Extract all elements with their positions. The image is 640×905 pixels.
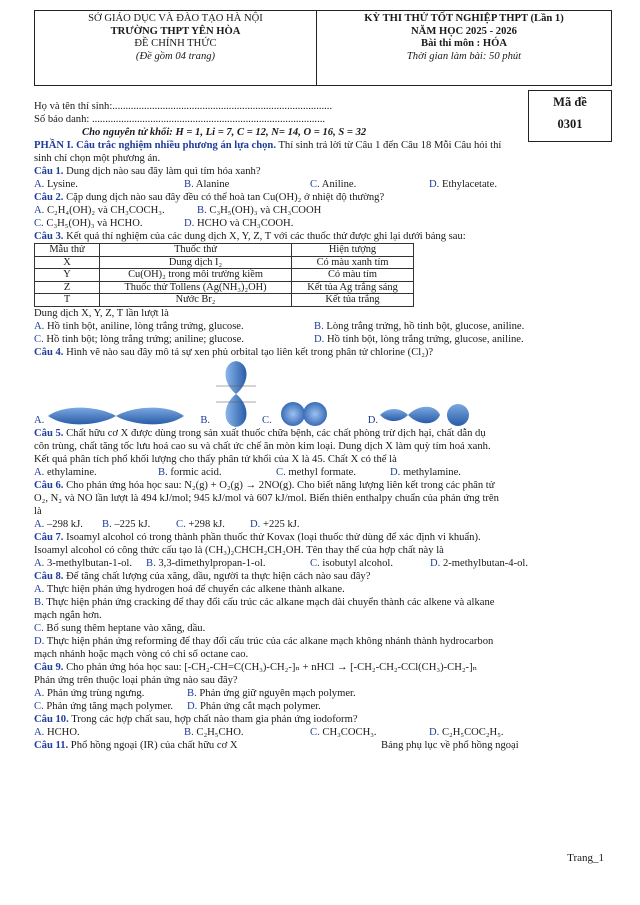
student-id-line: Số báo danh: ........................................................................................ <box>34 114 326 125</box>
q3-after: Dung dịch X, Y, Z, T lần lượt là <box>34 307 169 319</box>
q2-b: C₃H₅(OH)₃ và CH₃COOH <box>209 205 322 216</box>
exam-page <box>34 10 612 752</box>
q5-text3: Kết quả phân tích phổ khối lượng cho thấy phân tử khối của X là 45. Chất X có thể là <box>34 453 397 465</box>
q6-label: Câu 6. <box>34 479 64 491</box>
part1-desc2: sinh chỉ chọn một phương án. <box>34 153 161 164</box>
table-head: Mẫu thử <box>35 244 100 257</box>
q3-options-cd <box>34 333 612 346</box>
atomic-masses: Cho nguyên tử khối: H = 1, Li = 7, C = 12, N= 14, O = 16, S = 32 <box>82 127 367 138</box>
page-count: (Đề gồm 04 trang) <box>135 50 216 62</box>
q7-d: 2-methylbutan-4-ol. <box>442 557 528 569</box>
q1-c-letter: C. <box>310 179 320 190</box>
q8-d-cont: mạch nhánh hoặc mạch vòng có chỉ số octane cao. <box>34 648 249 660</box>
q5-b: formic acid. <box>170 466 222 478</box>
q2-options-cd <box>34 217 612 230</box>
q1-text: Dung dịch nào sau đây làm quì tím hóa xanh? <box>63 166 261 177</box>
q1-a: Lysine. <box>46 179 78 190</box>
q11-text: Phổ hồng ngoại (IR) của chất hữu cơ X <box>68 739 238 751</box>
q8-b: Thực hiện phản ứng cracking để thay đổi cấu trúc các alkane mạch dài chuyển thành các alkene và alkane <box>46 596 495 608</box>
exam-title: KỲ THI THỬ TỐT NGHIỆP THPT (Lần 1) <box>364 13 564 24</box>
q7-a: 3-methylbutan-1-ol. <box>46 557 132 569</box>
q6-d: +225 kJ. <box>262 518 300 530</box>
q6-c-letter: C. <box>176 518 186 530</box>
q7-c: isobutyl alcohol. <box>322 557 393 569</box>
q2-options-ab <box>34 204 612 217</box>
q3-text: Kết quả thí nghiệm của các dung dịch X, Y, Z, T với các thuốc thử được ghi lại dưới bảng sau: <box>63 231 466 242</box>
q3-options-ab <box>34 320 612 333</box>
q7-b-letter: B. <box>146 557 156 569</box>
header-right <box>317 11 611 85</box>
q8-b-letter: B. <box>34 596 44 608</box>
q9-text: Cho phản ứng hóa học sau: [-CH₂-CH=C(CH₃)-CH₂-]ₙ + nHCl → [-CH₂-CH₂-CCl(CH₃)-CH₂-]ₙ <box>63 661 478 673</box>
q6-a-letter: A. <box>34 518 45 530</box>
q9-options-ab <box>34 687 612 700</box>
table-row <box>35 294 414 307</box>
q1-b: Alanine <box>195 179 230 190</box>
q9-a: Phản ứng trùng ngưng. <box>46 687 145 699</box>
exam-code-value: 0301 <box>557 117 583 131</box>
q5-a: ethylamine. <box>46 466 97 478</box>
school-name: TRƯỜNG THPT YÊN HÒA <box>110 25 241 37</box>
table-cell: Cu(OH)₂ trong môi trường kiềm <box>100 269 292 282</box>
table-cell: X <box>35 256 100 269</box>
table-cell: T <box>35 294 100 307</box>
q5-text2: côn trùng, chất tăng tốc lưu hoá cao su và chất ức chế ăn mòn kim loại. Dung dịch X làm quỳ tím hoá xanh. <box>34 440 491 452</box>
q9-b-letter: B. <box>187 687 197 699</box>
q9-c-letter: C. <box>34 700 44 712</box>
q2-a-letter: A. <box>34 205 45 216</box>
q5-c: methyl formate. <box>288 466 357 478</box>
q6-text3: là <box>34 505 42 517</box>
q3-b-letter: B. <box>314 320 324 332</box>
q4-a-letter: A. <box>34 414 45 426</box>
table-cell: Nước Br₂ <box>100 294 292 307</box>
table-cell: Dung dịch I₂ <box>100 256 292 269</box>
q3-c: Hồ tinh bột; lòng trắng trứng; aniline; glucose. <box>46 333 244 345</box>
q10-a-letter: A. <box>34 726 45 738</box>
q10-options <box>34 726 612 739</box>
q4-d-orbital-icon <box>380 403 476 427</box>
q9-a-letter: A. <box>34 687 45 699</box>
q1-b-letter: B. <box>184 179 194 190</box>
q9-text2: Phản ứng trên thuộc loại phản ứng nào sau đây? <box>34 674 238 686</box>
q7-text: Isoamyl alcohol có trong thành phần thuốc thử Kovax (loại thuốc thử dùng để xác định vi khuẩn). <box>63 531 481 543</box>
table-cell: Có màu tím <box>292 269 414 282</box>
q8-c-letter: C. <box>34 622 44 634</box>
q3-a: Hồ tinh bột, aniline, lòng trắng trứng, glucose. <box>46 320 244 332</box>
table-cell: Thuốc thử Tollens (Ag(NH₃)₂OH) <box>100 281 292 294</box>
q3-b: Lòng trắng trứng, hồ tinh bột, glucose, aniline. <box>326 320 525 332</box>
q1-d: Ethylacetate. <box>441 179 497 190</box>
q5-d-letter: D. <box>390 466 401 478</box>
q10-c: CH₃COCH₃. <box>322 726 377 738</box>
q10-label: Câu 10. <box>34 713 69 725</box>
table-cell: Kết tủa trắng <box>292 294 414 307</box>
exam-header <box>34 10 612 86</box>
q5-b-letter: B. <box>158 466 168 478</box>
q5-c-letter: C. <box>276 466 286 478</box>
q3-d: Hồ tinh bột, lòng trắng trứng, glucose, aniline. <box>326 333 524 345</box>
q4-orbital-figures <box>34 361 612 427</box>
q11-row <box>34 739 612 752</box>
table-row <box>35 281 414 294</box>
q5-label: Câu 5. <box>34 427 64 439</box>
q6-text2: O₂, N₂ và NO lần lượt là 494 kJ/mol; 945 kJ/mol và 607 kJ/mol. Biến thiên enthalpy chuẩn của phản ứng trên <box>34 492 499 504</box>
q9-d: Phản ứng cắt mạch polymer. <box>199 700 321 712</box>
q2-a: C₂H₄(OH)₂ và CH₃COCH₃. <box>46 205 165 216</box>
part1-title: PHẦN I. Câu trắc nghiệm nhiều phương án lựa chọn. <box>34 140 276 151</box>
q7-text2: Isoamyl alcohol có công thức cấu tạo là (CH₃)₂CHCH₂CH₂OH. Tên thay thế của hợp chất này là <box>34 544 444 556</box>
table-cell: Z <box>35 281 100 294</box>
q3-label: Câu 3. <box>34 231 64 242</box>
q2-c-letter: C. <box>34 218 44 229</box>
q7-options <box>34 557 612 570</box>
q6-options <box>34 518 612 531</box>
school-year: NĂM HỌC 2025 - 2026 <box>411 25 517 37</box>
q3-d-letter: D. <box>314 333 325 345</box>
header-left <box>35 11 317 85</box>
q4-c-letter: C. <box>262 414 272 426</box>
q4-d-letter: D. <box>367 414 379 426</box>
q8-c: Bổ sung thêm heptane vào xăng, dầu. <box>46 622 206 634</box>
page-footer: Trang_1 <box>567 852 604 864</box>
q6-d-letter: D. <box>250 518 261 530</box>
q9-d-letter: D. <box>187 700 198 712</box>
q4-label: Câu 4. <box>34 346 64 358</box>
q2-c: C₃H₅(OH)₃ và HCHO. <box>46 218 143 229</box>
q8-b-cont: mạch ngắn hơn. <box>34 609 102 621</box>
q1-options <box>34 178 612 191</box>
q10-a: HCHO. <box>46 726 80 738</box>
table-row <box>35 269 414 282</box>
q5-a-letter: A. <box>34 466 45 478</box>
q8-a: Thực hiện phản ứng hydrogen hoá để chuyển các alkene thành alkane. <box>46 583 345 595</box>
q4-c-orbital-icon <box>276 401 332 427</box>
table-row <box>35 256 414 269</box>
official-label: ĐỀ CHÍNH THỨC <box>134 38 217 49</box>
q2-b-letter: B. <box>197 205 207 216</box>
part1-desc: Thí sinh trả lời từ Câu 1 đến Câu 18 Mỗi Câu hỏi thí <box>275 140 502 151</box>
q6-text: Cho phản ứng hóa học sau: N₂(g) + O₂(g) → 2NO(g). Cho biết năng lượng liên kết trong các phân tử <box>63 479 495 491</box>
q1-label: Câu 1. <box>34 166 64 177</box>
q11-text2: Bảng phụ lục về phổ hồng ngoại <box>381 739 519 751</box>
department-name: SỞ GIÁO DỤC VÀ ĐÀO TẠO HÀ NỘI <box>88 13 263 24</box>
q5-options <box>34 466 612 479</box>
q9-b: Phản ứng giữ nguyên mạch polymer. <box>199 687 356 699</box>
q9-c: Phản ứng tăng mạch polymer. <box>46 700 174 712</box>
q8-d: Thực hiện phản ứng reforming để thay đổi cấu trúc của các alkane mạch không nhánh thành hydrocarbon <box>46 635 494 647</box>
q10-d-letter: D. <box>429 726 440 738</box>
q1-a-letter: A. <box>34 179 45 190</box>
q10-text: Trong các hợp chất sau, hợp chất nào tham gia phản ứng iodoform? <box>68 713 358 725</box>
q11-label: Câu 11. <box>34 739 69 751</box>
exam-code-box <box>528 90 612 142</box>
exam-code-label: Mã đề <box>553 95 587 109</box>
subject: Bài thi môn : HÓA <box>421 38 507 49</box>
q4-a-orbital-icon <box>46 405 186 427</box>
q2-d-letter: D. <box>184 218 195 229</box>
q3-results-table <box>34 243 414 307</box>
q6-b: –225 kJ. <box>114 518 151 530</box>
q9-label: Câu 9. <box>34 661 64 673</box>
duration: Thời gian làm bài: 50 phút <box>406 50 522 62</box>
q10-c-letter: C. <box>310 726 320 738</box>
q3-a-letter: A. <box>34 320 45 332</box>
q4-text: Hình vẽ nào sau đây mô tả sự xen phủ orbital tạo liên kết trong phân tử chlorine (Cl₂)? <box>63 346 434 358</box>
q6-c: +298 kJ. <box>188 518 225 530</box>
q1-d-letter: D. <box>429 179 440 190</box>
q8-a-letter: A. <box>34 583 45 595</box>
q10-b: C₂H₅CHO. <box>196 726 244 738</box>
q2-label: Câu 2. <box>34 192 64 203</box>
q3-c-letter: C. <box>34 333 44 345</box>
student-name-line: Họ và tên thí sinh:................................................................................... <box>34 101 333 112</box>
q6-b-letter: B. <box>102 518 112 530</box>
q1-c: Aniline. <box>321 179 357 190</box>
table-cell: Có màu xanh tím <box>292 256 414 269</box>
q7-a-letter: A. <box>34 557 45 569</box>
q5-d: methylamine. <box>402 466 461 478</box>
q6-a: –298 kJ. <box>46 518 83 530</box>
q7-d-letter: D. <box>430 557 441 569</box>
q7-b: 3,3-dimethylpropan-1-ol. <box>158 557 266 569</box>
table-head: Hiện tượng <box>292 244 414 257</box>
q8-d-letter: D. <box>34 635 45 647</box>
q10-b-letter: B. <box>184 726 194 738</box>
q9-options-cd <box>34 700 612 713</box>
q4-b-orbital-icon <box>214 361 258 427</box>
q7-label: Câu 7. <box>34 531 64 543</box>
q4-b-letter: B. <box>200 414 211 426</box>
q8-text: Để tăng chất lượng của xăng, dầu, người ta thực hiện cách nào sau đây? <box>63 570 371 582</box>
q10-d: C₂H₅COC₂H₅. <box>441 726 504 738</box>
q8-label: Câu 8. <box>34 570 64 582</box>
q5-text: Chất hữu cơ X được dùng trong sản xuất thuốc chữa bệnh, các chất phòng trừ dịch hại, chất dẫn dụ <box>63 427 486 439</box>
table-cell: Y <box>35 269 100 282</box>
table-cell: Kết tủa Ag trắng sáng <box>292 281 414 294</box>
table-head: Thuốc thử <box>100 244 292 257</box>
q2-d: HCHO và CH₃COOH. <box>196 218 294 229</box>
q2-text: Cặp dung dịch nào sau đây đều có thể hoà tan Cu(OH)₂ ở nhiệt độ thường? <box>63 192 385 203</box>
q7-c-letter: C. <box>310 557 320 569</box>
